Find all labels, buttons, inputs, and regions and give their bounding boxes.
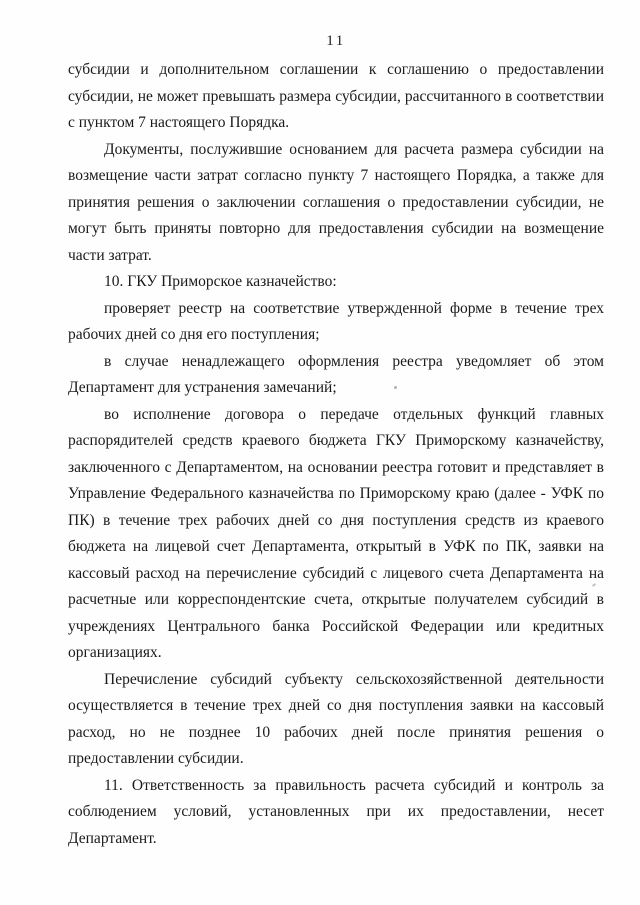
text-line: рабочих дней со дня его поступления;	[68, 326, 320, 343]
text-line: 10. ГКУ Приморское казначейство:	[104, 273, 337, 290]
text-line: кассовый расход на перечисление субсидий с лицевого счета Департамента на	[68, 564, 604, 582]
text-line: расчетные или корреспондентские счета, открытые получателем субсидий в	[68, 591, 604, 608]
text-line: с пунктом 7 настоящего Порядка.	[68, 114, 290, 131]
document-body	[68, 57, 604, 852]
text-line: бюджета на лицевой счет Департамента, открытый в УФК по ПК, заявки на	[68, 538, 604, 555]
text-line: заключенного с Департаментом, на основании реестра готовит и представляет в	[68, 458, 604, 476]
text-line: субсидии и дополнительном соглашении к соглашению о предоставлении	[68, 61, 604, 78]
paragraph	[68, 296, 604, 349]
paragraph	[68, 402, 604, 667]
text-line: Департамент.	[68, 829, 157, 847]
text-line: принятия решения о заключении соглашения о предоставлении субсидии, не	[68, 193, 604, 211]
text-line: Документы, послужившие основанием для расчета размера субсидии на	[104, 140, 604, 158]
text-line: 11. Ответственность за правильность расчета субсидий и контроль за	[104, 776, 604, 794]
text-line: проверяет реестр на соответствие утвержденной форме в течение трех	[104, 299, 604, 317]
text-line: Департамент для устранения замечаний;	[68, 379, 337, 396]
scan-artifact-dot	[394, 386, 397, 389]
text-line: в случае ненадлежащего оформления реестра уведомляет об этом	[104, 352, 604, 370]
text-line: учреждениях Центрального банка Российской Федерации или кредитных	[68, 617, 604, 635]
text-line: распорядителей средств краевого бюджета ГКУ Приморскому казначейству,	[68, 432, 604, 449]
paragraph	[68, 349, 604, 402]
paragraph	[68, 57, 604, 137]
text-line: соблюдением условий, установленных при их предоставлении, несет	[68, 803, 604, 820]
text-line: ПК) в течение трех рабочих дней со дня поступления средств из краевого	[68, 511, 604, 529]
text-line: расход, но не позднее 10 рабочих дней после принятия решения о	[68, 723, 604, 741]
text-line: во исполнение договора о передаче отдельных функций главных	[104, 405, 604, 423]
text-line: могут быть приняты повторно для предоставления субсидии на возмещение	[68, 220, 604, 237]
text-line: части затрат.	[68, 246, 152, 264]
paragraph	[68, 137, 604, 270]
paragraph	[68, 773, 604, 853]
text-line: предоставлении субсидии.	[68, 750, 244, 767]
paragraph	[68, 667, 604, 773]
text-line: Управление Федерального казначейства по Приморскому краю (далее - УФК по	[68, 485, 604, 502]
text-line: организациях.	[68, 644, 162, 661]
text-line: возмещение части затрат согласно пункту 7 настоящего Порядка, а также для	[68, 167, 604, 184]
page-number: 11	[326, 33, 346, 49]
text-line: субсидии, не может превышать размера субсидии, рассчитанного в соответствии	[68, 87, 604, 105]
paragraph	[68, 269, 604, 296]
text-line: осуществляется в течение трех дней со дня поступления заявки на кассовый	[68, 697, 604, 714]
text-line: Перечисление субсидий субъекту сельскохозяйственной деятельности	[104, 670, 604, 688]
